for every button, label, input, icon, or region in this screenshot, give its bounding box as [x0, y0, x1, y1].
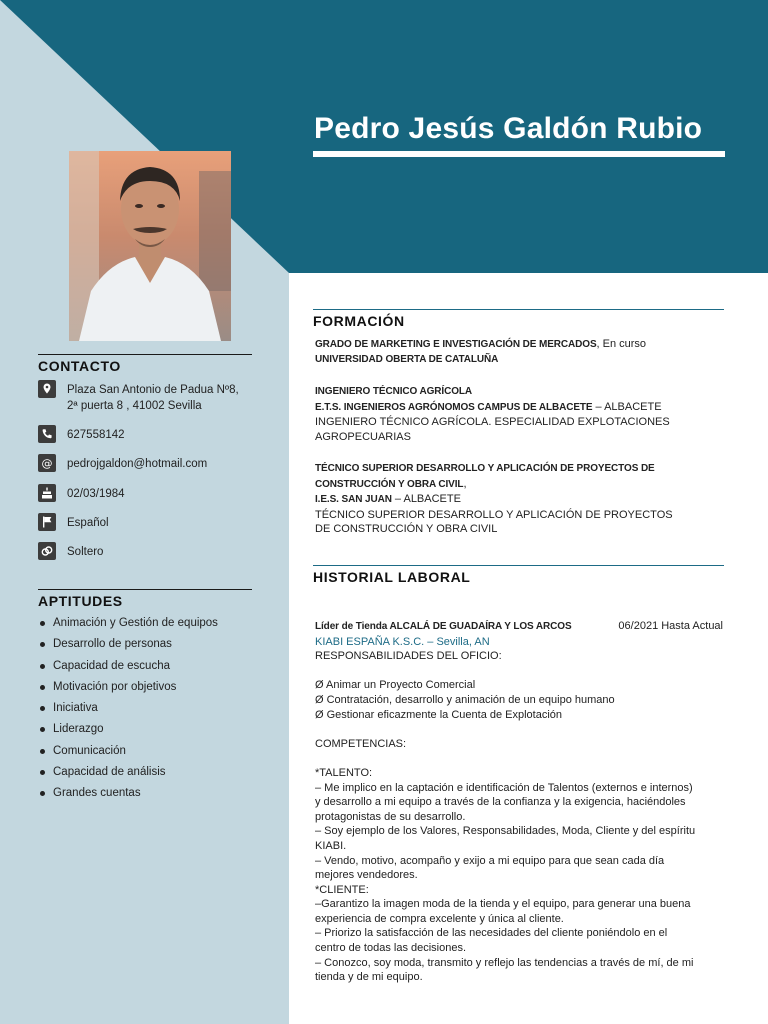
job-line: – Conozco, soy moda, transmito y reflejo las tendencias a través de mí, de mi — [315, 956, 694, 969]
skills-heading: APTITUDES — [38, 589, 252, 609]
address-line-2: 2ª puerta 8 , 41002 Sevilla — [67, 399, 202, 412]
profile-photo — [69, 151, 231, 341]
birthday-cake-icon — [38, 484, 56, 502]
job-line: experiencia de compra excelente y única al cliente. — [315, 912, 564, 925]
job-location: – Sevilla, AN — [424, 635, 490, 648]
job-line: – Soy ejemplo de los Valores, Responsabilidades, Moda, Cliente y del espíritu — [315, 825, 696, 838]
job-line — [315, 722, 723, 737]
job-line: mejores vendedores. — [315, 869, 418, 882]
skill-item: Animación y Gestión de equipos — [38, 616, 218, 637]
job-line: Ø Contratación, desarrollo y animación de un equipo humano — [315, 693, 615, 706]
job-entry — [315, 619, 723, 985]
job-line: – Me implico en la captación e identificación de Talentos (externos e internos) — [315, 781, 693, 794]
contact-marital-status — [38, 545, 258, 563]
rings-icon — [38, 542, 56, 560]
contact-heading: CONTACTO — [38, 354, 252, 374]
contact-address — [38, 383, 258, 414]
skill-item: Iniciativa — [38, 701, 218, 722]
school-location: – ALBACETE — [391, 493, 461, 506]
marital-status: Soltero — [67, 546, 104, 558]
contact-phone — [38, 428, 258, 446]
job-line: KIABI. — [315, 839, 347, 852]
degree-description: INGENIERO TÉCNICO AGRÍCOLA. ESPECIALIDAD EXPLOTACIONES AGROPECUARIAS — [315, 416, 670, 443]
skill-item: Capacidad de escucha — [38, 659, 218, 680]
job-line: Ø Gestionar eficazmente la Cuenta de Explotación — [315, 708, 563, 721]
contact-email — [38, 457, 258, 475]
job-line: – Vendo, motivo, acompaño y exijo a mi equipo para que sean cada día — [315, 854, 665, 867]
contact-birthdate — [38, 487, 258, 505]
address-line-1: Plaza San Antonio de Padua Nº8, — [67, 384, 239, 396]
degree-title: GRADO DE MARKETING E INVESTIGACIÓN DE MERCADOS — [315, 339, 597, 350]
school-name: E.T.S. INGENIEROS AGRÓNOMOS CAMPUS DE ALBACETE — [315, 401, 593, 413]
name-underline — [313, 151, 725, 157]
skill-item: Comunicación — [38, 744, 218, 765]
job-line: RESPONSABILIDADES DEL OFICIO: — [315, 650, 502, 663]
degree-status: , En curso — [596, 338, 647, 350]
job-line: centro de todas las decisiones. — [315, 942, 467, 955]
education-entry — [315, 385, 725, 444]
job-line: COMPETENCIAS: — [315, 737, 407, 750]
job-line: tienda y de mi equipo. — [315, 971, 423, 984]
education-heading: FORMACIÓN — [313, 309, 724, 329]
phone-number: 627558142 — [67, 429, 125, 441]
job-line — [315, 751, 723, 766]
company-name: KIABI ESPAÑA K.S.C. — [315, 635, 425, 648]
contact-nationality — [38, 516, 258, 534]
job-dates: 06/2021 Hasta Actual — [618, 620, 723, 632]
skill-item: Liderazgo — [38, 722, 218, 743]
phone-icon — [38, 425, 56, 443]
skill-item: Desarrollo de personas — [38, 637, 218, 658]
school-location: – ALBACETE — [592, 400, 662, 413]
school-name: UNIVERSIDAD OBERTA DE CATALUÑA — [315, 353, 499, 365]
skill-item: Grandes cuentas — [38, 786, 218, 807]
skills-list — [38, 616, 218, 808]
job-line: y desarrollo a mi equipo a través de la confianza y la exigencia, haciéndoles — [315, 796, 686, 809]
job-line: *TALENTO: — [315, 766, 373, 779]
degree-description: TÉCNICO SUPERIOR DESARROLLO Y APLICACIÓN DE PROYECTOS DE CONSTRUCCIÓN Y OBRA CIVIL — [315, 508, 673, 536]
job-line: *CLIENTE: — [315, 883, 369, 896]
svg-text:@: @ — [41, 457, 53, 470]
email-address: pedrojgaldon@hotmail.com — [67, 458, 208, 470]
job-line: protagonistas de su desarrollo. — [315, 810, 466, 823]
job-line: Ø Animar un Proyecto Comercial — [315, 679, 476, 692]
degree-status: , — [463, 477, 467, 490]
education-entry — [315, 337, 725, 367]
skill-item: Motivación por objetivos — [38, 680, 218, 701]
job-line: –Garantizo la imagen moda de la tienda y el equipo, para generar una buena — [315, 898, 691, 911]
job-line — [315, 664, 723, 679]
degree-title: INGENIERO TÉCNICO AGRÍCOLA — [315, 386, 473, 397]
job-line: – Priorizo la satisfacción de las necesidades del cliente poniéndolo en el — [315, 927, 668, 940]
job-title: Líder de Tienda ALCALÁ DE GUADAÍRA Y LOS ARCOS — [315, 621, 572, 632]
education-entry — [315, 461, 685, 537]
nationality: Español — [67, 517, 109, 529]
work-history-heading: HISTORIAL LABORAL — [313, 565, 724, 585]
location-pin-icon — [38, 380, 56, 398]
flag-icon — [38, 513, 56, 531]
skill-item: Capacidad de análisis — [38, 765, 218, 786]
school-name: I.E.S. SAN JUAN — [315, 494, 392, 506]
birth-date: 02/03/1984 — [67, 488, 125, 500]
candidate-name: Pedro Jesús Galdón Rubio — [314, 112, 703, 145]
at-sign-icon — [38, 454, 56, 472]
degree-title: TÉCNICO SUPERIOR DESARROLLO Y APLICACIÓN DE PROYECTOS DE CONSTRUCCIÓN Y OBRA CIVIL — [315, 463, 655, 490]
